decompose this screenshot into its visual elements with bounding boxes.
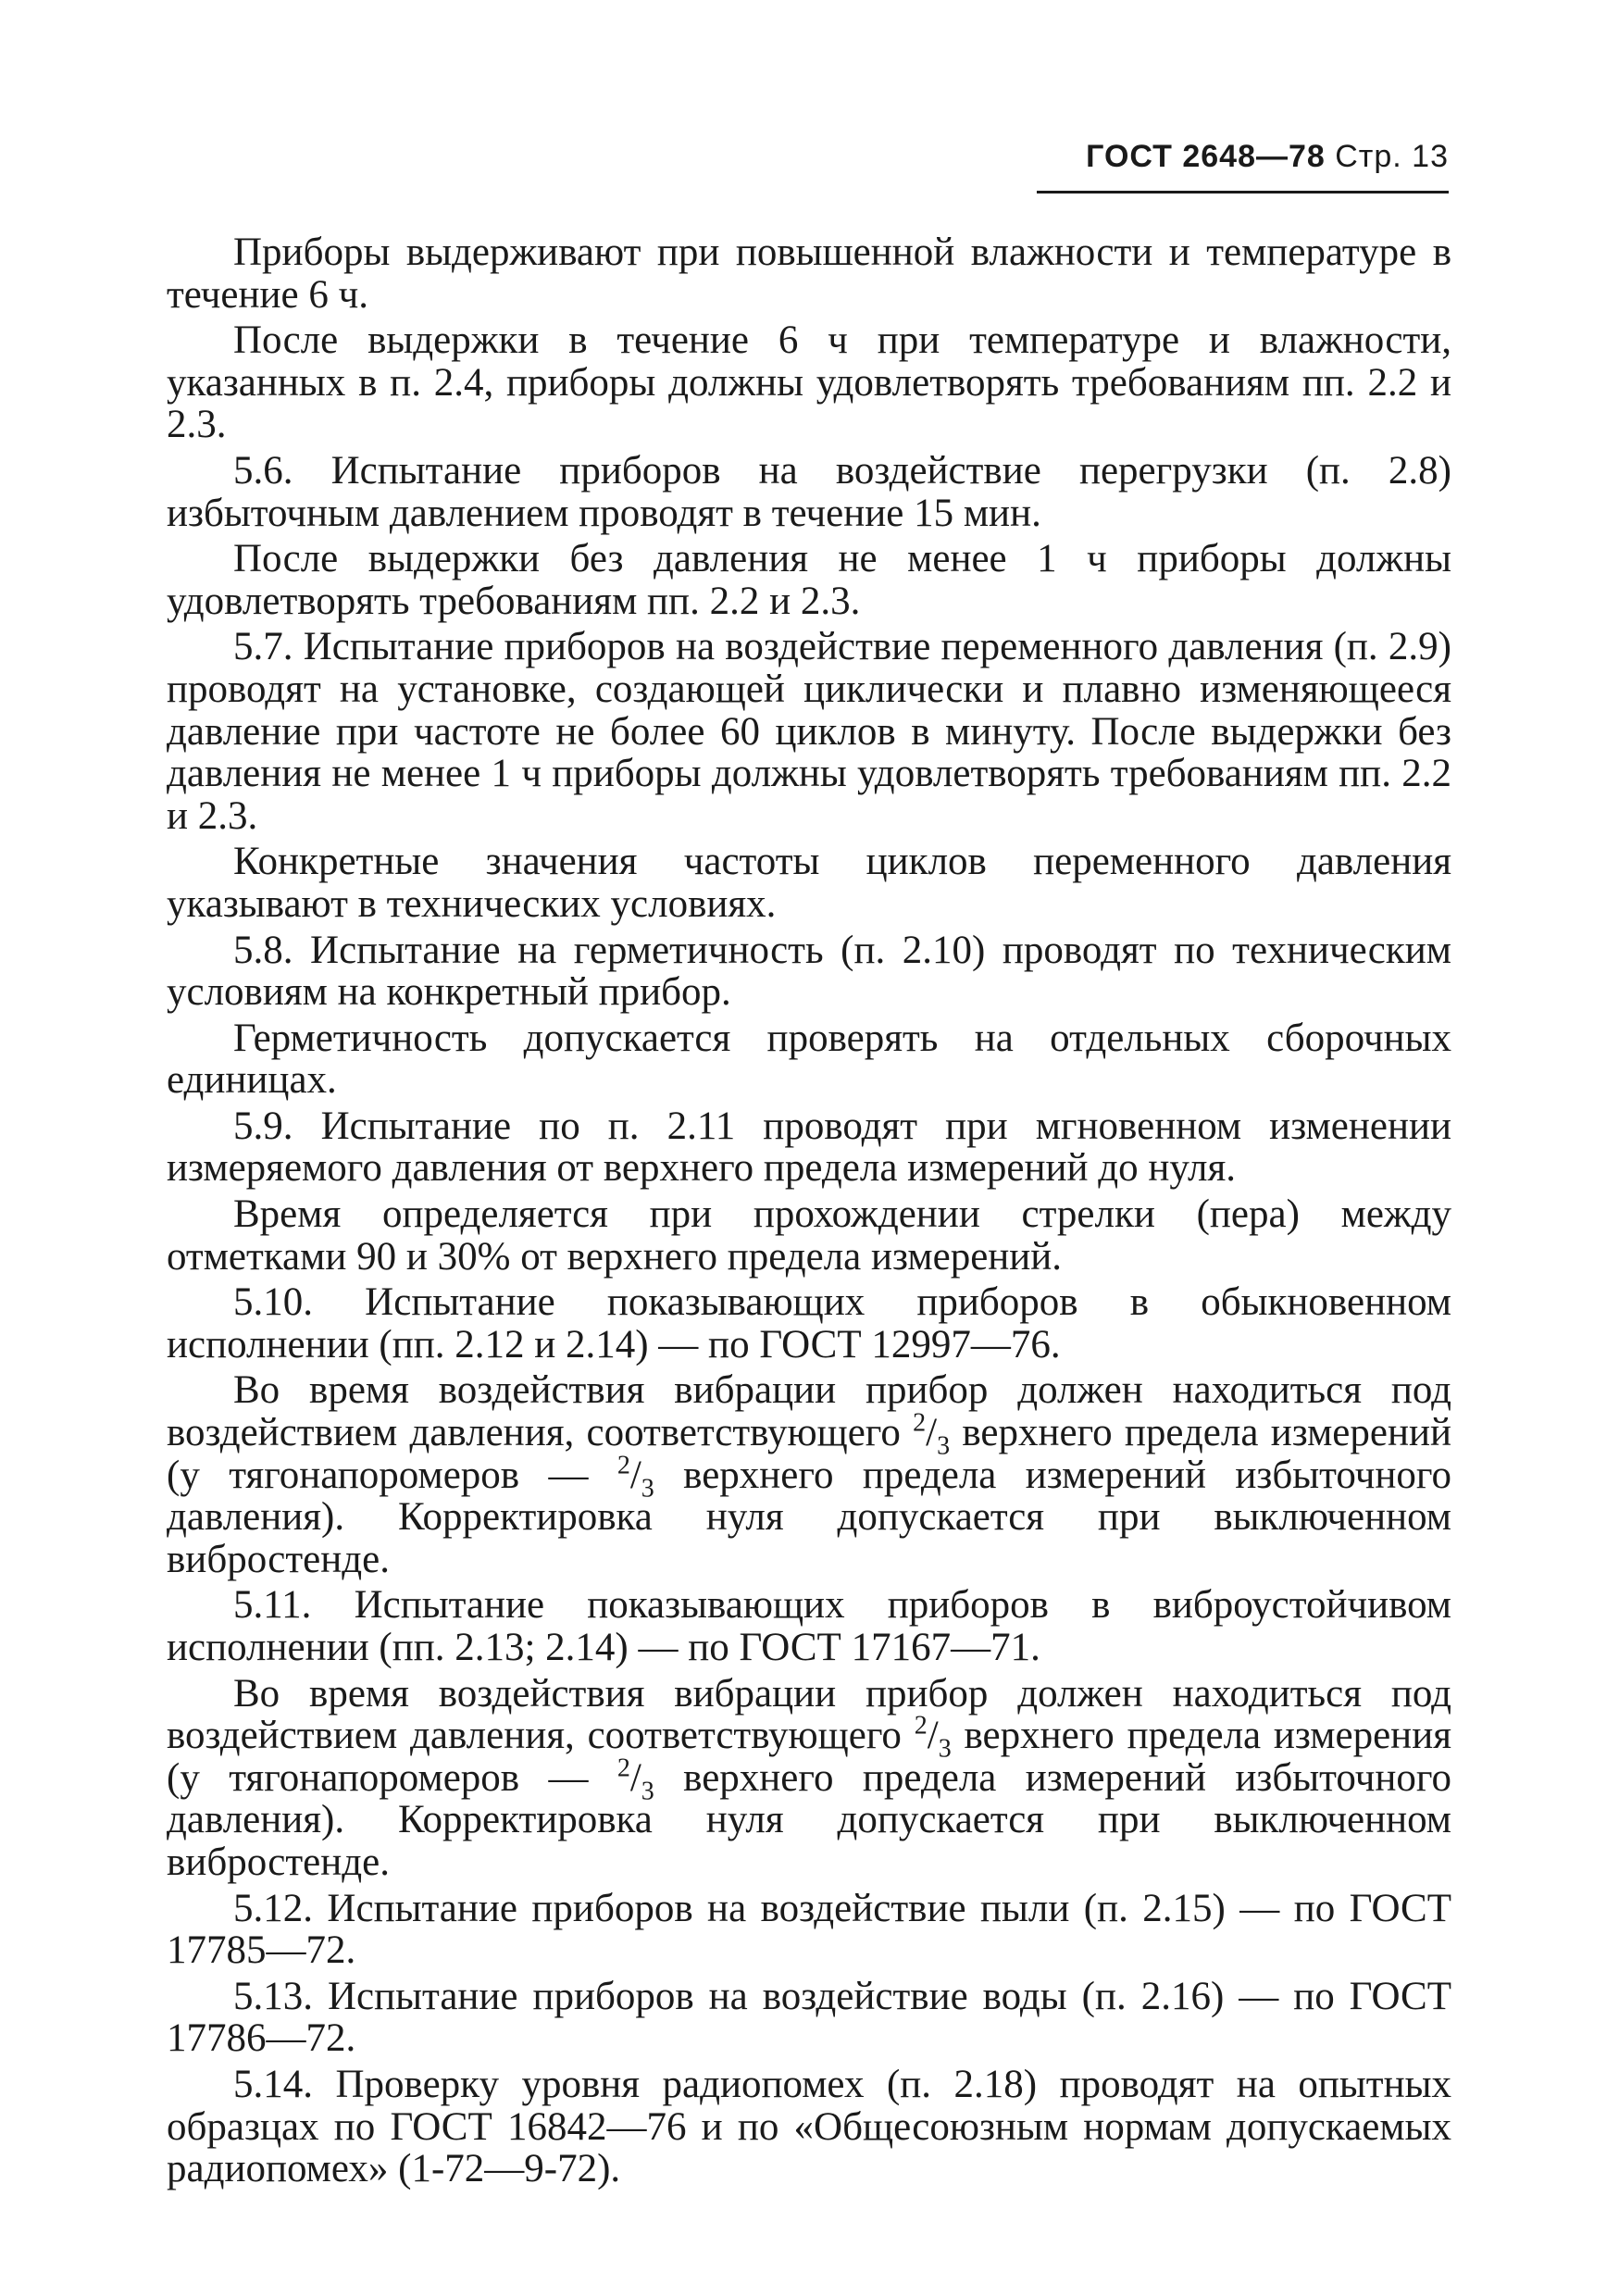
- fraction-numerator: 2: [913, 1408, 927, 1438]
- document-body: [167, 231, 1451, 2190]
- paragraph: Конкретные значения частоты циклов переменного давления указывают в технических условиях.: [167, 840, 1451, 926]
- paragraph: Герметичность допускается проверять на отдельных сборочных единицах.: [167, 1016, 1451, 1103]
- standard-code: ГОСТ 2648—78: [1086, 139, 1326, 174]
- paragraph: 5.13. Испытание приборов на воздействие воды (п. 2.16) — по ГОСТ 17786—72.: [167, 1974, 1451, 2061]
- text-run: Во время воздействия вибрации прибор должен находиться под воздействием давления, соответствующего: [167, 1368, 1451, 1455]
- fraction-numerator: 2: [616, 1451, 630, 1480]
- text-run: верхнего предела измерений (у тягонапоромеров —: [167, 1411, 1451, 1497]
- fraction-denominator: 3: [641, 1474, 654, 1504]
- paragraph: 5.14. Проверку уровня радиопомех (п. 2.18) проводят на опытных образцах по ГОСТ 16842—76 и по «Общесоюзным нормам допускаемых радиопомех» (1-72—9-72).: [167, 2062, 1451, 2191]
- paragraph: 5.11. Испытание показывающих приборов в виброустойчивом исполнении (пп. 2.13; 2.14) — по ГОСТ 17167—71.: [167, 1583, 1451, 1669]
- fraction: $^2/_3$: [616, 1753, 654, 1806]
- paragraph: После выдержки в течение 6 ч при температуре и влажности, указанных в п. 2.4, приборы должны удовлетворять требованиям пп. 2.2 и 2.3.: [167, 318, 1451, 447]
- fraction: $^2/_3$: [913, 1408, 951, 1461]
- paragraph: После выдержки без давления не менее 1 ч приборы должны удовлетворять требованиям пп. 2.2 и 2.3.: [167, 537, 1451, 623]
- paragraph: 5.12. Испытание приборов на воздействие пыли (п. 2.15) — по ГОСТ 17785—72.: [167, 1886, 1451, 1973]
- fraction: $^2/_3$: [914, 1711, 952, 1764]
- fraction: $^2/_3$: [616, 1451, 654, 1504]
- paragraph: Время определяется при прохождении стрелки (пера) между отметками 90 и 30% от верхнего предела измерений.: [167, 1192, 1451, 1279]
- header-rule: [1037, 191, 1449, 193]
- vibration-paragraph: [167, 1673, 1451, 1884]
- text-run: верхнего предела измерений избыточного давления). Корректировка нуля допускается при выключенном вибростенде.: [167, 1755, 1451, 1884]
- paragraph: 5.10. Испытание показывающих приборов в обыкновенном исполнении (пп. 2.12 и 2.14) — по ГОСТ 12997—76.: [167, 1280, 1451, 1366]
- paragraph: Приборы выдерживают при повышенной влажности и температуре в течение 6 ч.: [167, 231, 1451, 317]
- paragraph: 5.7. Испытание приборов на воздействие переменного давления (п. 2.9) проводят на установке, создающей циклически и плавно изменяющееся давление при частоте не более 60 циклов в минуту. После выдержки без давления не менее 1 ч приборы должны удовлетворять требованиям пп. 2.2 и 2.3.: [167, 625, 1451, 838]
- fraction-denominator: 3: [937, 1431, 951, 1461]
- fraction-numerator: 2: [914, 1711, 928, 1741]
- vibration-paragraph: [167, 1369, 1451, 1580]
- page-header: [1018, 139, 1449, 194]
- fraction-denominator: 3: [641, 1777, 654, 1806]
- text-run: верхнего предела измерений избыточного давления). Корректировка нуля допускается при выключенном вибростенде.: [167, 1453, 1451, 1581]
- text-run: Во время воздействия вибрации прибор должен находиться под воздействием давления, соответствующего: [167, 1671, 1451, 1758]
- paragraph: 5.6. Испытание приборов на воздействие перегрузки (п. 2.8) избыточным давлением проводят в течение 15 мин.: [167, 448, 1451, 535]
- text-run: верхнего предела измерения (у тягонапоромеров —: [167, 1714, 1451, 1800]
- paragraph: 5.9. Испытание по п. 2.11 проводят при мгновенном изменении измеряемого давления от верхнего предела измерений до нуля.: [167, 1104, 1451, 1191]
- paragraph: 5.8. Испытание на герметичность (п. 2.10) проводят по техническим условиям на конкретный прибор.: [167, 928, 1451, 1015]
- page-number: Стр. 13: [1335, 139, 1449, 174]
- fraction-denominator: 3: [938, 1734, 952, 1764]
- fraction-numerator: 2: [616, 1753, 630, 1783]
